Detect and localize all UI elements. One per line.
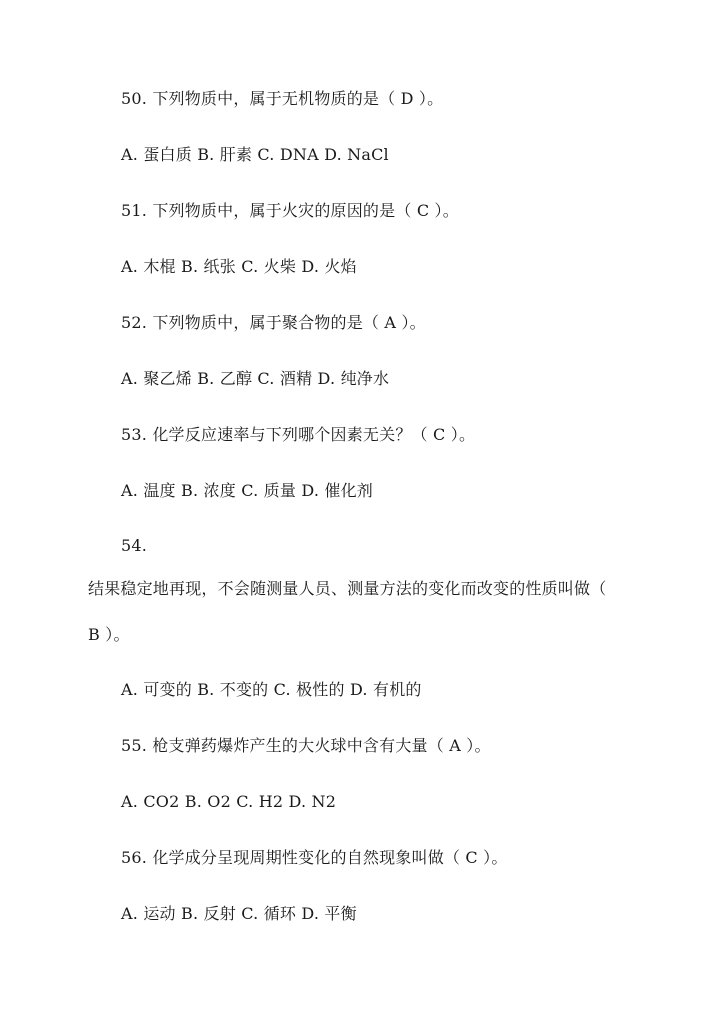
question-54-stem-line2: 结果稳定地再现，不会随测量人员、测量方法的变化而改变的性质叫做（	[88, 579, 607, 598]
question-51-options: A. 木棍 B. 纸张 C. 火柴 D. 火焰	[121, 257, 357, 276]
question-50-options: A. 蛋白质 B. 肝素 C. DNA D. NaCl	[121, 145, 389, 164]
question-56-stem: 56. 化学成分呈现周期性变化的自然现象叫做（ C ）。	[121, 848, 508, 867]
question-52-stem: 52. 下列物质中，属于聚合物的是（ A ）。	[121, 313, 426, 332]
question-54-options: A. 可变的 B. 不变的 C. 极性的 D. 有机的	[121, 680, 422, 699]
question-52-options: A. 聚乙烯 B. 乙醇 C. 酒精 D. 纯净水	[121, 369, 390, 388]
question-53-stem: 53. 化学反应速率与下列哪个因素无关？（ C ）。	[121, 425, 476, 444]
question-55-options: A. CO2 B. O2 C. H2 D. N2	[121, 792, 337, 811]
question-50-stem: 50. 下列物质中，属于无机物质的是（ D ）。	[121, 89, 444, 108]
question-55-stem: 55. 枪支弹药爆炸产生的大火球中含有大量（ A ）。	[121, 736, 491, 755]
question-54-number: 54.	[121, 536, 148, 555]
question-53-options: A. 温度 B. 浓度 C. 质量 D. 催化剂	[121, 481, 373, 500]
question-54-stem-line3: B ）。	[88, 625, 130, 644]
question-56-options: A. 运动 B. 反射 C. 循环 D. 平衡	[121, 904, 357, 923]
question-51-stem: 51. 下列物质中，属于火灾的原因的是（ C ）。	[121, 201, 459, 220]
